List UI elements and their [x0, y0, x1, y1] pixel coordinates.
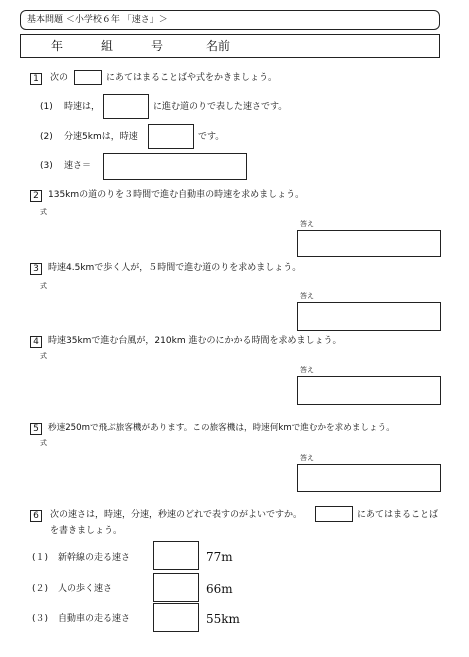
q1-sub3-pre: 速さ＝	[64, 161, 92, 171]
q1-sub3-answer-box[interactable]	[103, 153, 247, 180]
q1-sub1-label: (1)	[40, 102, 53, 112]
q1-sub1-pre: 時速は，	[64, 102, 101, 112]
q6-item-2-label: (２)	[32, 584, 49, 594]
q4-answer-label: 答え	[300, 366, 314, 374]
q2-text: 135kmの道のりを３時間で進む自動車の時速を求めましょう。	[48, 190, 305, 200]
q3-answer-label: 答え	[300, 292, 314, 300]
q6-item-3-text: 自動車の走る速さ	[58, 614, 131, 624]
question-number-2: 2	[30, 190, 42, 202]
q5-text: 秒速250mで飛ぶ旅客機があります。この旅客機は，時速何kmで進むかを求めましょう。	[48, 423, 395, 433]
q3-text: 時速4.5kmで歩く人が，５時間で進む道のりを求めましょう。	[48, 263, 302, 273]
q6-intro-pre: 次の速さは，時速，分速，秒速のどれで表すのがよいですか。	[50, 510, 303, 520]
q5-shiki-label: 式	[40, 439, 47, 447]
worksheet-header	[20, 10, 440, 30]
q4-shiki-label: 式	[40, 352, 47, 360]
q6-item-2-value: 66m	[206, 582, 233, 596]
question-number-4: 4	[30, 336, 42, 348]
q5-answer-box[interactable]	[297, 464, 441, 492]
year-label: 年	[51, 39, 64, 53]
q1-intro-post: にあてはまることばや式をかきましょう。	[106, 73, 278, 83]
q6-item-2-text: 人の歩く速さ	[58, 584, 113, 594]
number-label: 号	[151, 39, 164, 53]
q6-item-1-value: 77m	[206, 550, 233, 564]
q6-item-1-answer-box[interactable]	[153, 541, 199, 570]
question-number-1: 1	[30, 73, 42, 85]
q6-item-1-text: 新幹線の走る速さ	[58, 553, 131, 563]
worksheet-title: 基本問題 ＜小学校６年 「速さ」＞	[27, 15, 168, 25]
q1-sub2-post: です。	[198, 132, 225, 142]
q6-intro-post: にあてはまることば	[357, 510, 439, 520]
name-label: 名前	[206, 39, 231, 53]
q1-sub3-label: (3)	[40, 161, 53, 171]
question-number-3: 3	[30, 263, 42, 275]
q6-item-3-answer-box[interactable]	[153, 603, 199, 632]
q3-shiki-label: 式	[40, 282, 47, 290]
q6-example-blank	[315, 506, 353, 522]
q2-answer-label: 答え	[300, 220, 314, 228]
q6-item-3-label: (３)	[32, 614, 49, 624]
name-bar	[20, 34, 440, 58]
q3-answer-box[interactable]	[297, 302, 441, 331]
q6-item-1-label: (１)	[32, 553, 49, 563]
q1-intro-pre: 次の	[50, 73, 69, 83]
q6-item-3-value: 55km	[206, 612, 240, 626]
q1-sub2-label: (2)	[40, 132, 53, 142]
q1-sub2-answer-box[interactable]	[148, 124, 194, 149]
q6-item-2-answer-box[interactable]	[153, 573, 199, 602]
q1-sub1-answer-box[interactable]	[103, 94, 149, 119]
q4-answer-box[interactable]	[297, 376, 441, 405]
q4-text: 時速35kmで進む台風が，210km 進むのにかかる時間を求めましょう。	[48, 336, 342, 346]
q1-sub2-pre: 分速5kmは，時速	[64, 132, 138, 142]
q2-answer-box[interactable]	[297, 230, 441, 257]
q1-sub1-post: に進む道のりで表した速さです。	[153, 102, 288, 112]
q2-shiki-label: 式	[40, 208, 47, 216]
q1-example-blank	[74, 70, 102, 85]
q5-answer-label: 答え	[300, 454, 314, 462]
class-label: 組	[101, 39, 114, 53]
question-number-5: 5	[30, 423, 42, 435]
q6-intro-line2: を書きましょう。	[50, 526, 123, 536]
question-number-6: 6	[30, 510, 42, 522]
